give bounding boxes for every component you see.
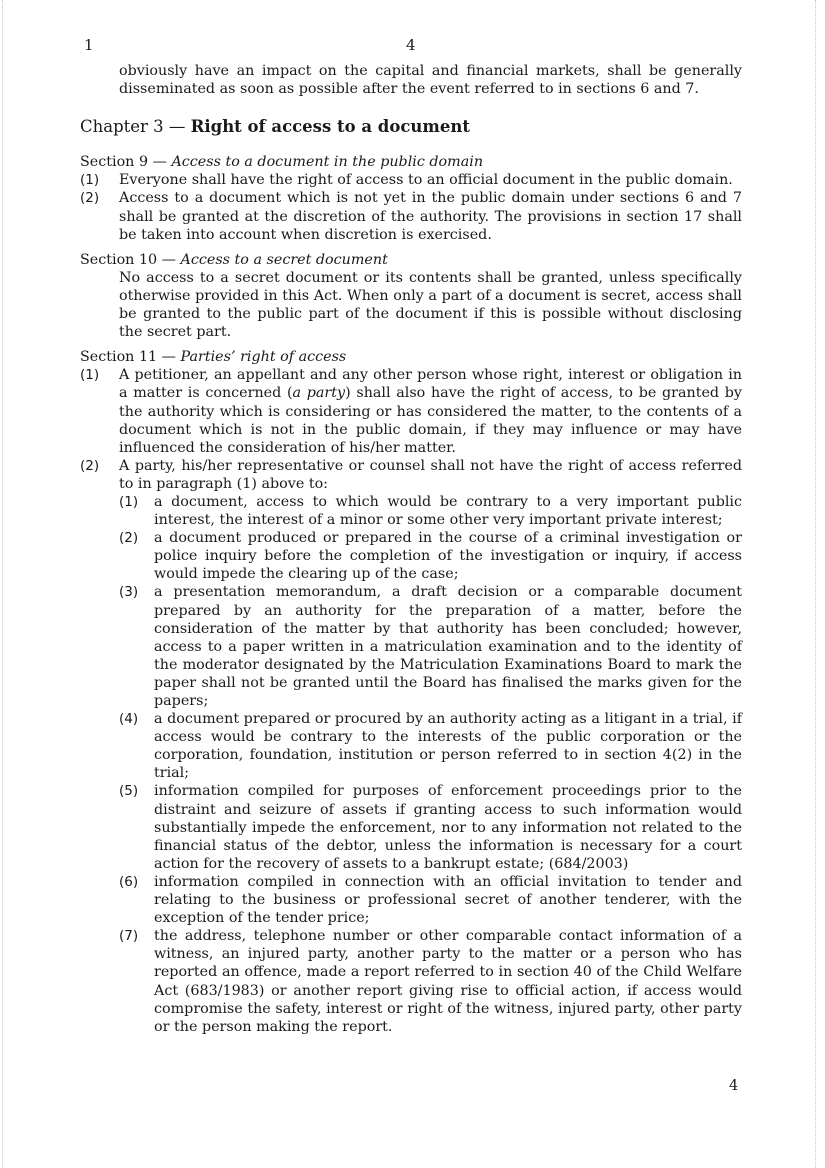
subitem-6 xyxy=(119,873,742,927)
subitem-text: information compiled in connection with an official invitation to tender and relating to the business or professional secret of another tenderer, with the exception of the tender price; xyxy=(154,873,742,927)
subitem-number: (7) xyxy=(119,928,139,945)
subitem-1 xyxy=(119,493,742,529)
chapter-prefix: Chapter 3 — xyxy=(80,117,186,137)
item-number: (1) xyxy=(80,367,100,384)
item-number: (1) xyxy=(80,172,100,189)
subitem-7 xyxy=(119,927,742,1036)
section-11-subitems xyxy=(80,493,742,1036)
subitem-text: the address, telephone number or other comparable contact information of a witness, an injured party, another party to the matter or a person who has reported an offence, made a report referred to in section 40 of the Child Welfare Act (683/1983) or another report giving rise to official action, if access would compromise the safety, interest or right of the witness, injured party, other party or the person making the report. xyxy=(154,928,742,1035)
header-left-number: 1 xyxy=(84,36,94,54)
chapter-heading xyxy=(80,118,742,136)
item-text xyxy=(119,366,742,456)
subitem-number: (2) xyxy=(119,530,139,547)
subitem-number: (1) xyxy=(119,493,139,510)
item-text: Everyone shall have the right of access to an official document in the public domain. xyxy=(119,172,733,189)
subitem-3 xyxy=(119,583,742,710)
section-9-item-1 xyxy=(80,171,742,189)
subitem-number: (6) xyxy=(119,873,139,890)
scan-edge-left xyxy=(2,0,3,1168)
section-11-paragraph-1 xyxy=(80,366,742,456)
item-text: Access to a document which is not yet in the public domain under sections 6 and 7 shall be granted at the discretion of the authority. The provisions in section 17 shall be taken into account when discretion is exercised. xyxy=(119,190,742,243)
section-11-heading xyxy=(80,348,742,366)
subitem-number: (5) xyxy=(119,783,139,800)
p1-defined-term: a party xyxy=(292,385,346,402)
subitem-text: information compiled for purposes of enforcement proceedings prior to the distraint and seizure of assets if granting access to such information would substantially impede the enforcement, nor to any information not related to the financial status of the debtor, unless the information is necessary for a court action for the recovery of assets to a bankrupt estate; (684/2003) xyxy=(154,783,742,872)
footer-page-number: 4 xyxy=(729,1078,739,1094)
section-11-title: Parties’ right of access xyxy=(180,349,347,366)
document-body xyxy=(80,62,742,1036)
p1-text-after: ) shall also have the right of access, to be granted by the authority which is considering or has considered the matter, to the contents of a document which is not in the public domain, if they may influence or may have influenced the consideration of his/her matter. xyxy=(119,385,742,456)
header-page-number: 4 xyxy=(406,36,416,54)
subitem-text: a document produced or prepared in the course of a criminal investigation or police inquiry before the completion of the investigation or inquiry, if access would impede the clearing up of the case; xyxy=(154,530,742,583)
section-9-heading xyxy=(80,153,742,171)
section-9-label: Section 9 — xyxy=(80,154,167,171)
item-number: (2) xyxy=(80,190,100,207)
intro-paragraph: obviously have an impact on the capital and financial markets, shall be generally disseminated as soon as possible after the event referred to in sections 6 and 7. xyxy=(119,63,742,98)
section-10-label: Section 10 — xyxy=(80,251,176,268)
subitem-5 xyxy=(119,782,742,872)
subitem-text: a document prepared or procured by an authority acting as a litigant in a trial, if access would be contrary to the interests of the public corporation or the corporation, foundation, institution or person referred to in section 4(2) in the trial; xyxy=(154,711,742,782)
subitem-2 xyxy=(119,529,742,583)
scan-edge-right xyxy=(815,0,816,1168)
section-11-paragraph-2 xyxy=(80,457,742,493)
subitem-text: a presentation memorandum, a draft decision or a comparable document prepared by an authority for the preparation of a matter, before the consideration of the matter by that authority has been concluded; however, access to a paper written in a matriculation examination and to the identity of the moderator designated by the Matriculation Examinations Board to mark the paper shall not be granted until the Board has finalised the marks given for the papers; xyxy=(154,584,742,709)
subitem-number: (4) xyxy=(119,711,139,728)
subitem-number: (3) xyxy=(119,584,139,601)
item-text: A party, his/her representative or counsel shall not have the right of access referred to in paragraph (1) above to: xyxy=(119,457,742,492)
chapter-title: Right of access to a document xyxy=(190,117,470,137)
item-number: (2) xyxy=(80,457,100,474)
subitem-4 xyxy=(119,710,742,782)
section-10-title: Access to a secret document xyxy=(180,251,388,268)
subitem-text: a document, access to which would be contrary to a very important public interest, the interest of a minor or some other very important private interest; xyxy=(154,493,742,529)
section-10-body: No access to a secret document or its contents shall be granted, unless specifically otherwise provided in this Act. When only a part of a document is secret, access shall be granted to the public part of the document if this is possible without disclosing the secret part. xyxy=(119,269,742,341)
section-9-title: Access to a document in the public domain xyxy=(171,154,484,171)
section-11-label: Section 11 — xyxy=(80,349,176,366)
section-10-heading xyxy=(80,251,742,269)
section-9-item-2 xyxy=(80,189,742,243)
p1-text-before: A petitioner, an appellant and any other person whose right, interest or obligation in a matter is concerned ( xyxy=(119,367,742,402)
